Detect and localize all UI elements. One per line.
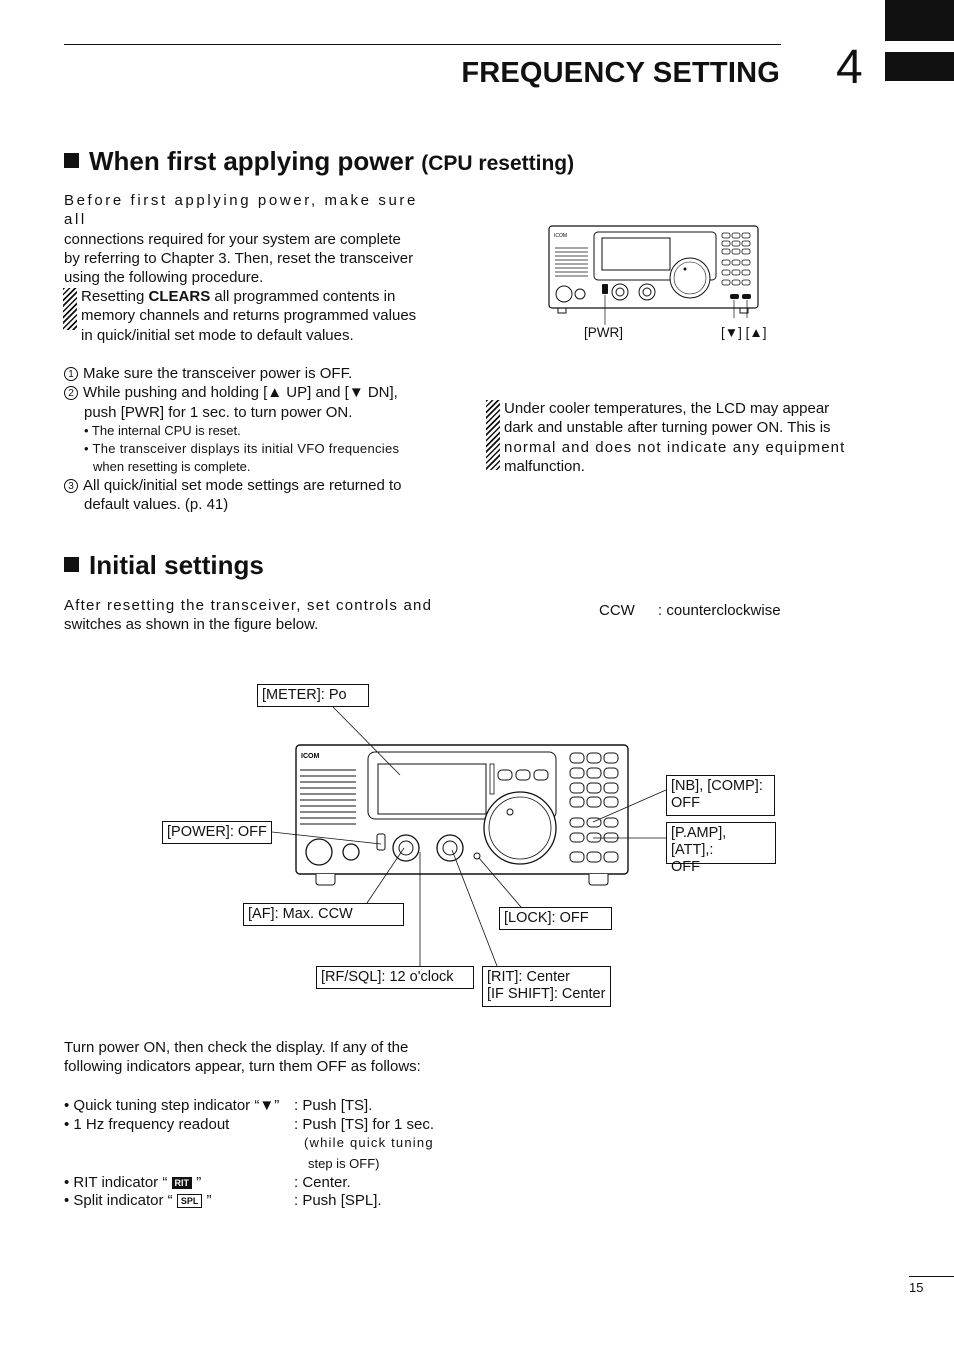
step-number-icon: 2 — [64, 386, 78, 400]
chapter-number: 4 — [836, 41, 863, 94]
callout-rit — [482, 966, 611, 1007]
intro-line: After resetting the transceiver, set controls and — [64, 597, 433, 614]
note-text: dark and unstable after turning power ON. This is — [504, 419, 831, 437]
indicator-text: ” — [196, 1174, 202, 1191]
heading-subtext: (CPU resetting) — [421, 152, 575, 175]
check-line: following indicators appear, turn them OFF as follows: — [64, 1058, 421, 1076]
indicator-text: ” — [206, 1192, 212, 1209]
callout-text: [RF/SQL]: 12 o'clock — [321, 969, 454, 985]
note-text: Under cooler temperatures, the LCD may appear — [504, 400, 830, 417]
callout-meter — [257, 684, 369, 707]
callout-af — [243, 903, 404, 926]
callout-text: [NB], [COMP]: — [671, 778, 763, 794]
indicator-3-action: : Center. — [294, 1174, 351, 1191]
check-line: Turn power ON, then check the display. If any of the — [64, 1039, 409, 1056]
note-text: malfunction. — [504, 457, 585, 475]
step-subnote: when resetting is complete. — [93, 458, 251, 474]
note-text: in quick/initial set mode to default values. — [81, 326, 354, 344]
callout-text: OFF — [671, 859, 700, 875]
callout-nb-comp — [666, 775, 775, 816]
callout-text: OFF — [671, 795, 700, 811]
intro-line: Before first applying power, make sure all — [64, 192, 418, 229]
callout-power — [162, 821, 272, 844]
callout-pamp-att — [666, 822, 776, 875]
indicator-text: • Split indicator “ — [64, 1192, 173, 1209]
indicator-4-label — [64, 1191, 212, 1210]
heading-text: When first applying power — [89, 146, 415, 176]
heading-text: Initial settings — [89, 550, 264, 580]
intro-line: by referring to Chapter 3. Then, reset the transceiver — [64, 249, 414, 267]
intro-line: using the following procedure. — [64, 269, 264, 287]
indicator-text: • RIT indicator “ — [64, 1174, 168, 1191]
spl-indicator-icon: SPL — [177, 1194, 203, 1208]
step-text: All quick/initial set mode settings are returned to — [83, 476, 402, 494]
note-text: Resetting — [81, 288, 149, 305]
step-number-icon: 1 — [64, 367, 78, 381]
small-logo: ICOM — [554, 233, 568, 239]
check-display-paragraph — [64, 1038, 449, 1077]
ccw-definition: : counterclockwise — [658, 602, 781, 619]
page-number: 15 — [909, 1280, 924, 1295]
step-text: default values. (p. 41) — [84, 496, 229, 514]
step-text: push [PWR] for 1 sec. to turn power ON. — [84, 403, 353, 421]
step-number-icon: 3 — [64, 479, 78, 493]
callout-text: [METER]: Po — [262, 687, 347, 703]
indicator-2-note: (while quick tuning — [304, 1135, 434, 1150]
callout-text: [RIT]: Center — [487, 969, 570, 985]
note-text: all programmed contents in — [210, 288, 396, 305]
indicator-4-action: : Push [SPL]. — [294, 1192, 382, 1209]
callout-text: [POWER]: OFF — [167, 824, 267, 840]
callout-lock — [499, 907, 612, 930]
note-bold: CLEARS — [148, 288, 211, 305]
callout-text: [IF SHIFT]: Center — [487, 986, 606, 1002]
indicator-1-label: • Quick tuning step indicator “▼” — [64, 1097, 280, 1114]
step-text: Make sure the transceiver power is OFF. — [83, 365, 353, 382]
step-text: While pushing and holding [▲ UP] and [▼ DN], — [83, 384, 398, 402]
indicator-3-label — [64, 1173, 201, 1192]
callout-text: [P.AMP], [ATT],: — [671, 825, 727, 858]
ccw-term: CCW — [599, 602, 635, 619]
pwr-label: [PWR] — [584, 325, 623, 340]
indicator-2-note: step is OFF) — [308, 1156, 380, 1171]
note-text: memory channels and returns programmed values — [81, 307, 417, 325]
callout-rfsql — [316, 966, 474, 989]
callout-text: [LOCK]: OFF — [504, 910, 589, 926]
chapter-title: FREQUENCY SETTING — [461, 57, 780, 89]
updown-label: [▼] [▲] — [721, 325, 767, 340]
footer-rule — [909, 1276, 954, 1277]
callout-text: [AF]: Max. CCW — [248, 906, 353, 922]
indicator-2-label: • 1 Hz frequency readout — [64, 1116, 230, 1133]
step-subnote: • The transceiver displays its initial VFO frequencies — [84, 440, 400, 456]
rit-indicator-icon: RIT — [172, 1177, 193, 1189]
intro-line: connections required for your system are complete — [64, 230, 401, 248]
icom-logo: ICOM — [301, 753, 320, 760]
intro-line: switches as shown in the figure below. — [64, 616, 319, 634]
step-subnote: • The internal CPU is reset. — [84, 422, 241, 438]
note-text: normal and does not indicate any equipment — [504, 438, 846, 456]
indicator-1-action: : Push [TS]. — [294, 1097, 373, 1114]
indicator-2-action: : Push [TS] for 1 sec. — [294, 1116, 435, 1133]
